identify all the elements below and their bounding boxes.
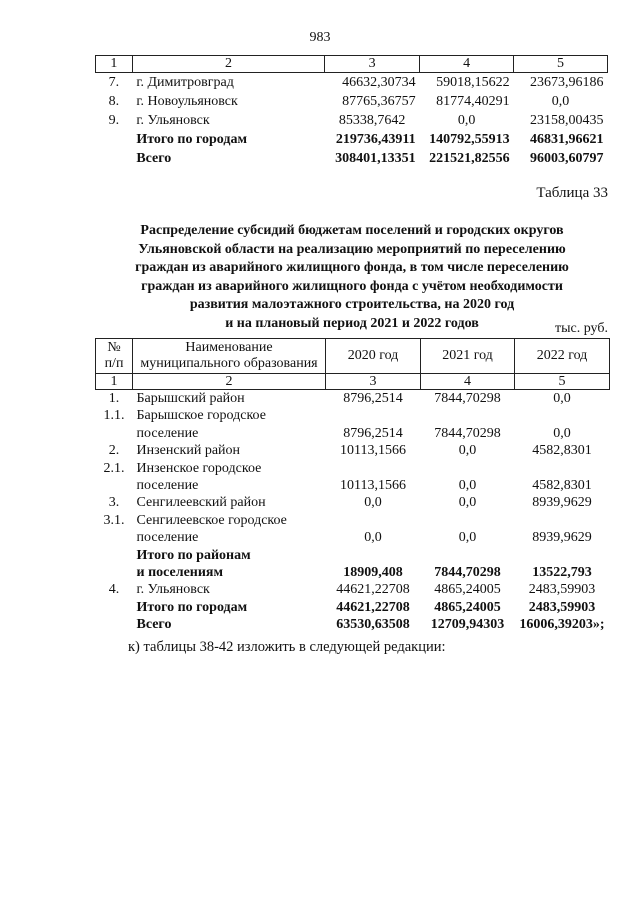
row-value: 85338,7642 <box>338 113 406 128</box>
header-num: 5 <box>515 374 610 390</box>
header-text: п/п <box>104 356 124 371</box>
row-value: 13522,793 <box>532 565 592 581</box>
table-row <box>96 442 610 459</box>
table-row-subtotal <box>96 547 610 582</box>
row-value: 81774,40291 <box>436 94 510 109</box>
row-number: 9. <box>108 113 120 128</box>
header-num: 1 <box>96 56 133 73</box>
row-name <box>133 407 326 442</box>
row-value: 0,0 <box>458 478 477 494</box>
row-value: 2483,59903 <box>528 599 596 615</box>
row-value: 46632,30734 <box>342 75 416 90</box>
unit-label: тыс. руб. <box>555 321 608 336</box>
title-line: граждан из аварийного жилищного фонда с учётом необходимости <box>141 278 563 294</box>
row-value: 46831,96621 <box>530 132 604 147</box>
row-name <box>133 547 326 582</box>
row-value: 0,0 <box>457 113 476 128</box>
table-top <box>95 55 608 168</box>
row-number: 8. <box>108 94 120 109</box>
row-name-line: Сенгилеевское городское <box>136 512 287 528</box>
row-value: 10113,1566 <box>340 478 406 494</box>
row-name: г. Ульяновск <box>136 113 210 128</box>
row-value: 44621,22708 <box>336 582 410 598</box>
row-value: 18909,408 <box>343 565 403 581</box>
title-line: развития малоэтажного строительства, на 2020 год <box>189 297 515 312</box>
title-line: граждан из аварийного жилищного фонда, в том числе переселению <box>135 260 569 275</box>
row-value: 4865,24005 <box>434 582 501 598</box>
row-name-line: Итого по районам <box>136 547 251 563</box>
table-label: Таблица 33 <box>536 185 608 201</box>
row-name-line: Инзенское городское <box>136 460 262 476</box>
row-value: 12709,94303 <box>430 617 505 633</box>
row-value: 0,0 <box>364 530 382 546</box>
row-number: 4. <box>108 582 120 598</box>
header-2021: 2021 год <box>421 339 515 374</box>
header-num: 3 <box>326 374 421 390</box>
row-value: 87765,36757 <box>342 94 416 109</box>
row-name-line: поселение <box>136 425 199 441</box>
row-number <box>96 616 133 633</box>
header-num-col <box>96 339 133 374</box>
row-value: 23158,00435 <box>530 113 604 128</box>
row-value: 4865,24005 <box>434 599 501 615</box>
header-name-col <box>133 339 326 374</box>
row-value: 7844,70298 <box>434 425 501 441</box>
row-value: 2483,59903 <box>528 582 596 598</box>
header-num: 5 <box>514 56 608 73</box>
row-name: Всего <box>136 617 172 633</box>
table-row-subtotal <box>96 130 608 149</box>
row-value: 0,0 <box>551 94 570 109</box>
table-title <box>95 222 609 333</box>
row-value: 0,0 <box>458 530 477 546</box>
row-name-line: Барышское городское <box>136 408 266 424</box>
row-name: Инзенский район <box>136 443 241 459</box>
row-value: 16006,39203»; <box>519 617 605 633</box>
table-row <box>96 494 610 511</box>
header-num: 2 <box>133 374 326 390</box>
row-number <box>96 547 133 582</box>
table-row <box>96 92 608 111</box>
table-row <box>96 581 610 598</box>
table-row-total <box>96 616 610 633</box>
row-value: 8796,2514 <box>343 391 403 406</box>
row-value: 4582,8301 <box>532 478 592 494</box>
title-line: Распределение субсидий бюджетам поселений и городских округов <box>140 223 564 238</box>
header-text: № <box>107 340 121 355</box>
row-value: 8796,2514 <box>343 425 403 441</box>
table-row <box>96 407 610 442</box>
row-name <box>133 512 326 547</box>
row-number: 2. <box>108 443 120 459</box>
header-num: 4 <box>420 56 514 73</box>
row-value: 0,0 <box>364 495 382 511</box>
header-num: 2 <box>132 56 324 73</box>
table-row <box>96 111 608 130</box>
row-number: 7. <box>108 75 120 90</box>
table-top-header-row <box>96 56 608 73</box>
row-name: Итого по городам <box>136 599 248 615</box>
row-name: г. Новоульяновск <box>136 94 238 109</box>
row-value: 23673,96186 <box>530 75 604 90</box>
row-value: 140792,55913 <box>429 132 510 147</box>
header-num: 4 <box>421 374 515 390</box>
row-name: Барышский район <box>136 391 245 406</box>
row-value: 7844,70298 <box>434 391 501 406</box>
header-2020: 2020 год <box>326 339 421 374</box>
row-number: 3. <box>108 495 120 511</box>
row-value: 8939,9629 <box>532 495 592 511</box>
table-row <box>96 512 610 547</box>
row-number: 1. <box>108 391 120 406</box>
row-value: 63530,63508 <box>336 617 410 633</box>
row-value: 4582,8301 <box>532 443 592 459</box>
row-value: 221521,82556 <box>429 151 510 166</box>
table-main <box>95 338 610 634</box>
header-text: Наименование <box>185 340 273 355</box>
row-value: 0,0 <box>458 495 477 511</box>
row-name: г. Димитровград <box>136 75 234 90</box>
table-row-subtotal <box>96 599 610 616</box>
row-number <box>96 599 133 616</box>
tail-note: к) таблицы 38-42 изложить в следующей редакции: <box>128 639 446 655</box>
row-value: 8939,9629 <box>532 530 592 546</box>
table-row-total <box>96 149 608 168</box>
row-number: 3.1. <box>103 512 125 528</box>
table-row <box>96 73 608 93</box>
row-number <box>96 130 133 149</box>
row-number: 1.1. <box>103 408 125 424</box>
header-2022: 2022 год <box>515 339 610 374</box>
row-value: 44621,22708 <box>336 599 410 615</box>
table-row <box>96 390 610 408</box>
table-main-header-row <box>96 339 610 374</box>
row-name: Всего <box>136 151 172 166</box>
row-value: 219736,43911 <box>335 132 416 147</box>
header-num: 3 <box>325 56 420 73</box>
row-name-line: поселение <box>136 530 199 546</box>
row-value: 0,0 <box>458 443 477 459</box>
row-value: 7844,70298 <box>434 565 501 581</box>
table-main-colnum-row <box>96 374 610 390</box>
row-value: 308401,13351 <box>335 151 416 166</box>
page-number: 983 <box>309 30 331 45</box>
table-row <box>96 460 610 495</box>
row-value: 0,0 <box>553 391 571 406</box>
row-name-line: поселение <box>136 478 199 494</box>
row-value: 96003,60797 <box>530 151 604 166</box>
row-value: 59018,15622 <box>436 75 510 90</box>
row-value: 0,0 <box>553 425 571 441</box>
title-line: и на плановый период 2021 и 2022 годов <box>225 315 479 331</box>
title-line: Ульяновской области на реализацию мероприятий по переселению <box>138 241 566 257</box>
row-name-line: и поселениям <box>136 565 224 581</box>
row-name: Сенгилеевский район <box>136 495 266 511</box>
row-name <box>133 460 326 495</box>
header-text: муниципального образования <box>140 356 318 371</box>
row-value: 10113,1566 <box>340 443 406 459</box>
header-num: 1 <box>96 374 133 390</box>
row-number <box>96 149 133 168</box>
row-name: г. Ульяновск <box>136 582 210 598</box>
row-number: 2.1. <box>103 460 125 476</box>
row-name: Итого по городам <box>136 132 247 147</box>
